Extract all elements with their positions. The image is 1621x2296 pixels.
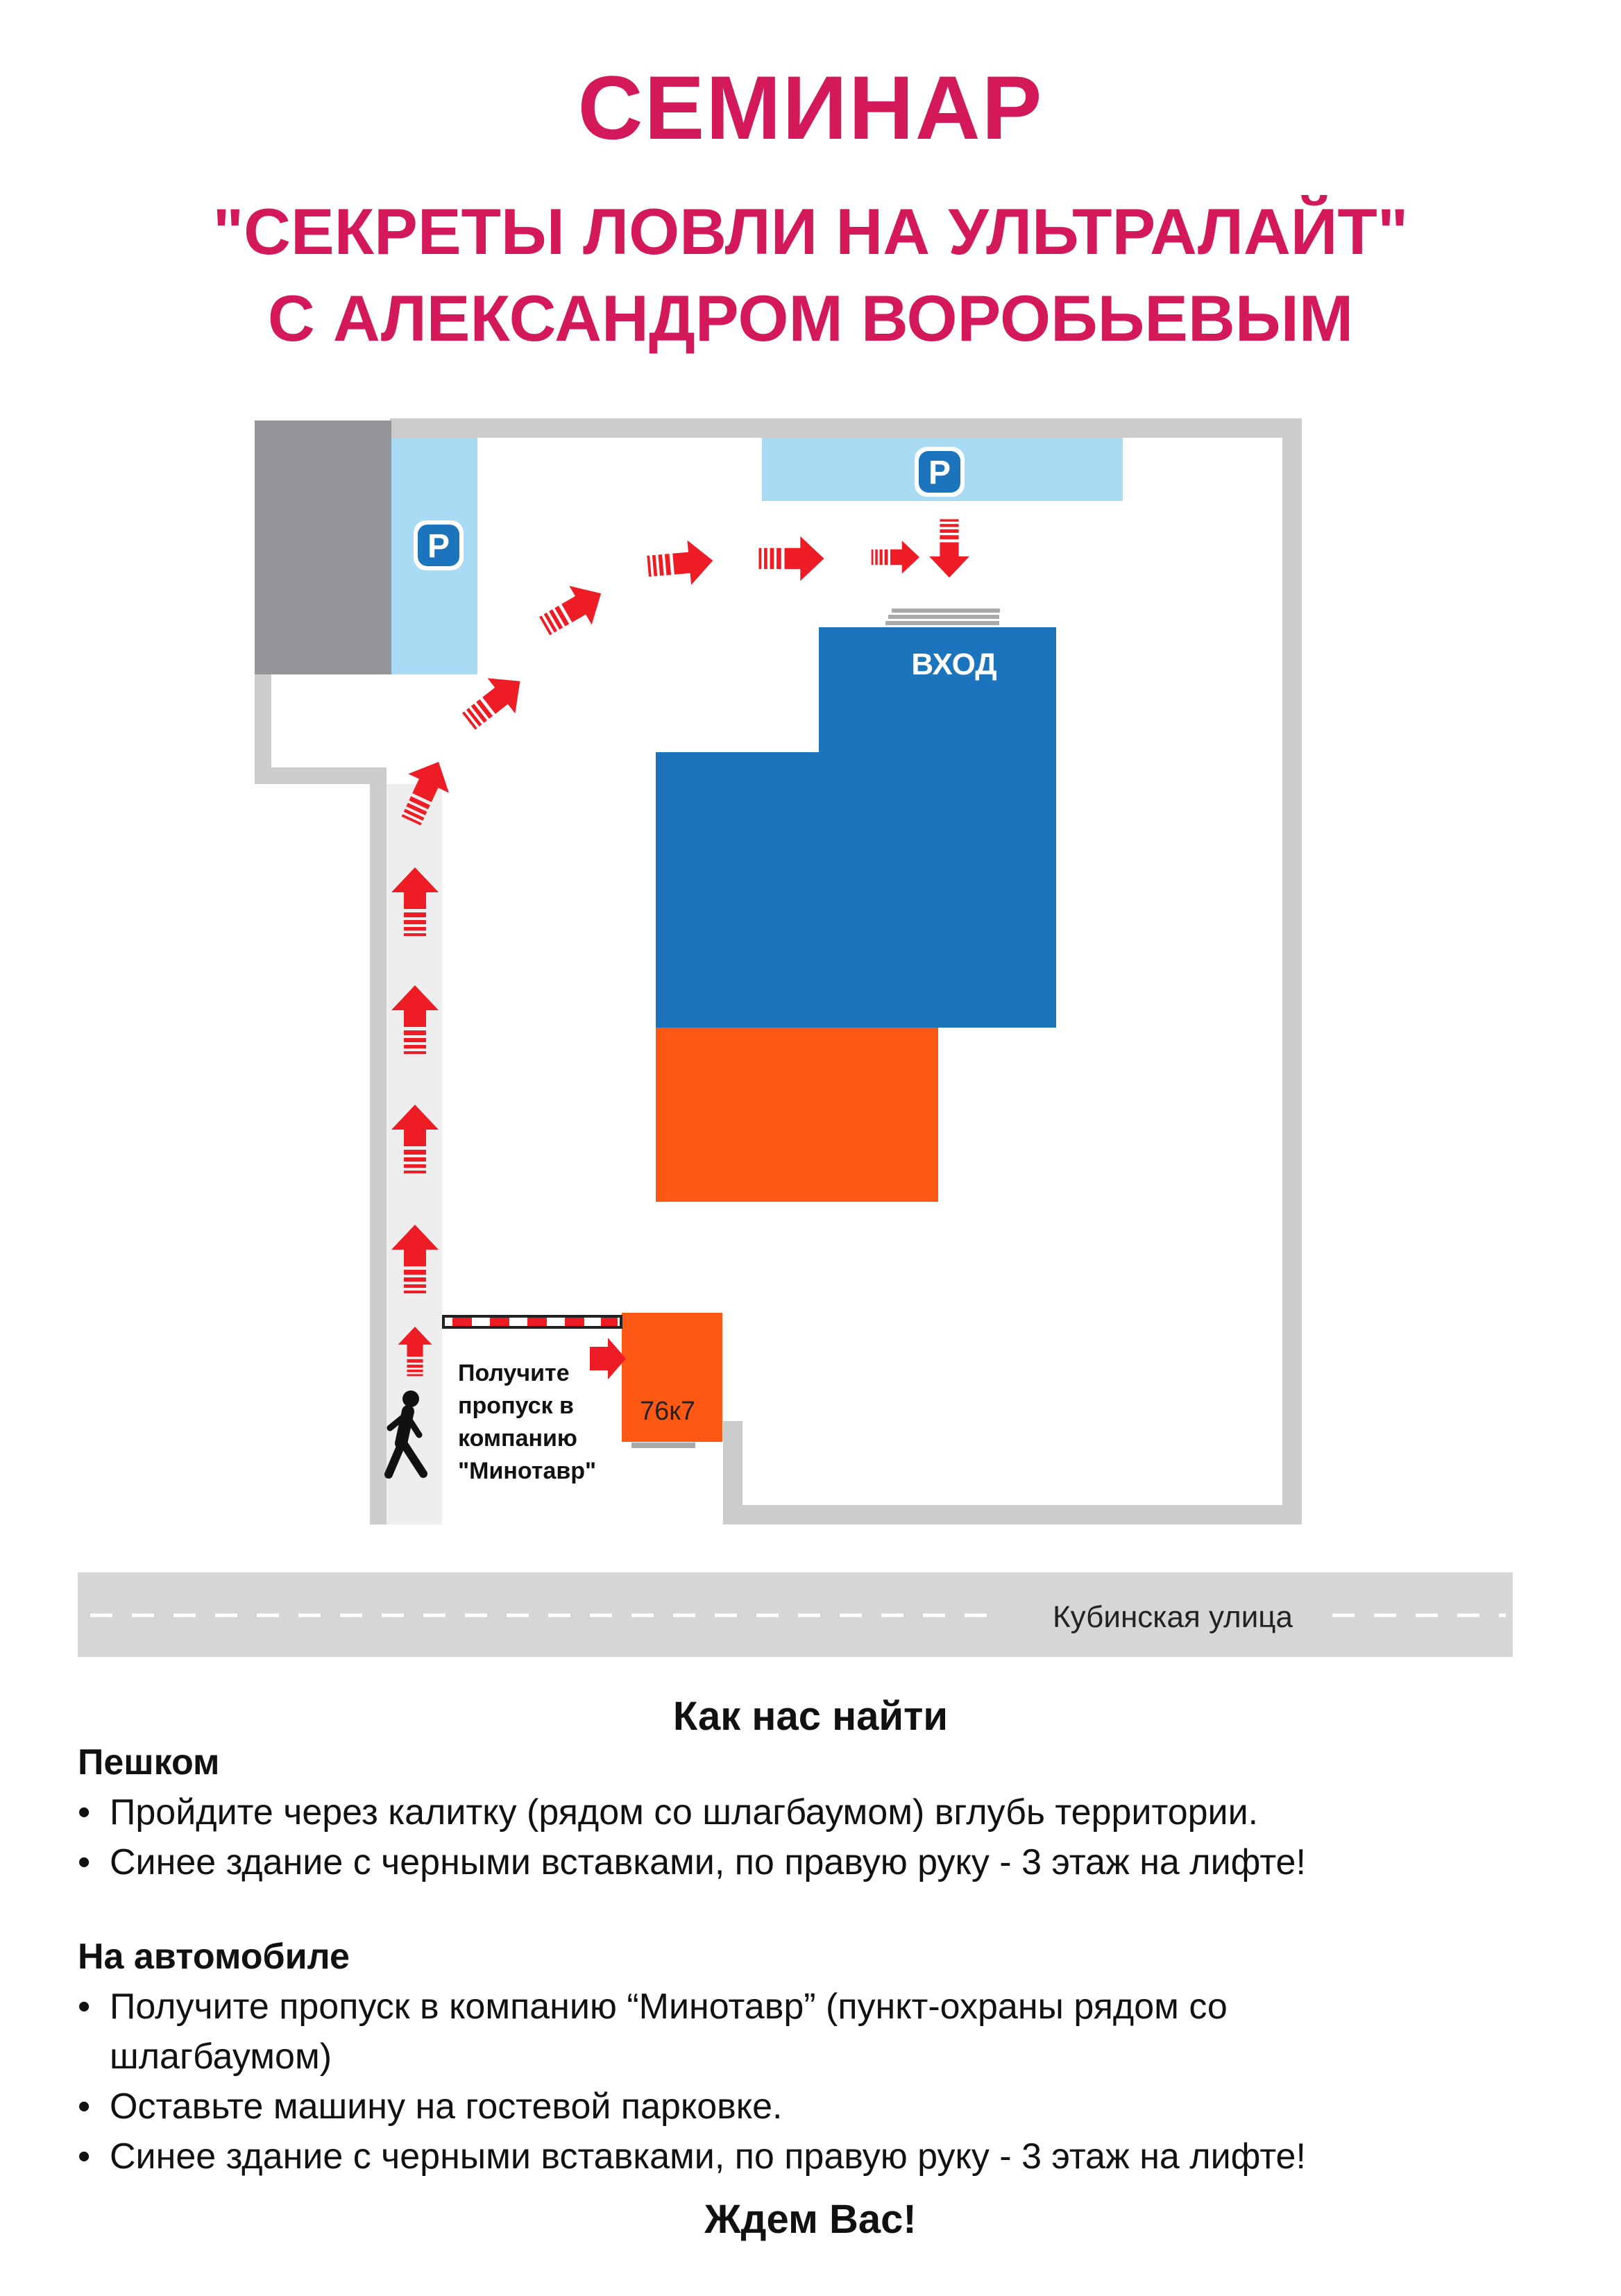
seminar-subtitle-line2: С АЛЕКСАНДРОМ ВОРОБЬЕВЫМ [267,282,1354,355]
svg-text:пропуск в: пропуск в [458,1393,574,1419]
route-arrow-icon [929,519,969,577]
list-item: • Получите пропуск в компанию “Минотавр” (пункт-охраны рядом со шлагбаумом) [78,1982,1438,2082]
by-car-title: На автомобиле [78,1937,350,1977]
pass-pointer-arrow-icon [590,1338,626,1379]
directions-heading: Как нас найти [672,1694,949,1739]
main-building[interactable] [656,627,1056,1028]
parking-icon [414,520,464,570]
parking-lot-top[interactable] [762,438,1123,501]
svg-text:компанию: компанию [458,1425,577,1452]
seminar-subtitle-line1: "СЕКРЕТЫ ЛОВЛИ НА УЛЬТРАЛАЙТ" [212,195,1409,268]
pass-instruction-note [458,1360,596,1484]
list-item: • Синее здание с черными вставками, по правую руку - 3 этаж на лифте! [78,1837,1570,1887]
street-name: Кубинская улица [1053,1600,1293,1634]
parking-lot-left[interactable] [391,438,477,674]
street [78,1572,1513,1657]
entrance-label: ВХОД [911,647,997,681]
list-item: • Пройдите через калитку (рядом со шлагбаумом) вглубь территории. [78,1787,1570,1837]
guard-building-step [631,1443,695,1448]
barrier-icon[interactable] [443,1316,621,1327]
on-foot-list [78,1787,1570,1887]
by-car-list [78,1982,1438,2182]
route-arrow-icon [646,538,715,589]
secondary-building [656,1028,938,1202]
on-foot-title: Пешком [78,1742,220,1783]
route-arrow-icon [758,536,824,581]
route-arrow-icon [455,663,534,739]
svg-text:P: P [427,528,450,565]
svg-text:"Минотавр": "Минотавр" [458,1458,597,1484]
svg-text:P: P [928,454,951,491]
list-item: • Синее здание с черными вставками, по правую руку - 3 этаж на лифте! [78,2132,1438,2182]
route-arrow-icon [534,574,613,645]
svg-text:Получите: Получите [458,1360,570,1386]
neighbor-building [255,420,391,674]
list-item: • Оставьте машину на гостевой парковке. [78,2082,1438,2132]
closing-message: Ждем Вас! [704,2197,917,2242]
parking-icon [915,447,965,497]
guard-building-label: 76к7 [639,1397,696,1426]
entrance-steps-icon [885,609,1000,625]
route-arrow-icon [872,541,919,574]
seminar-title: СЕМИНАР [577,57,1044,158]
